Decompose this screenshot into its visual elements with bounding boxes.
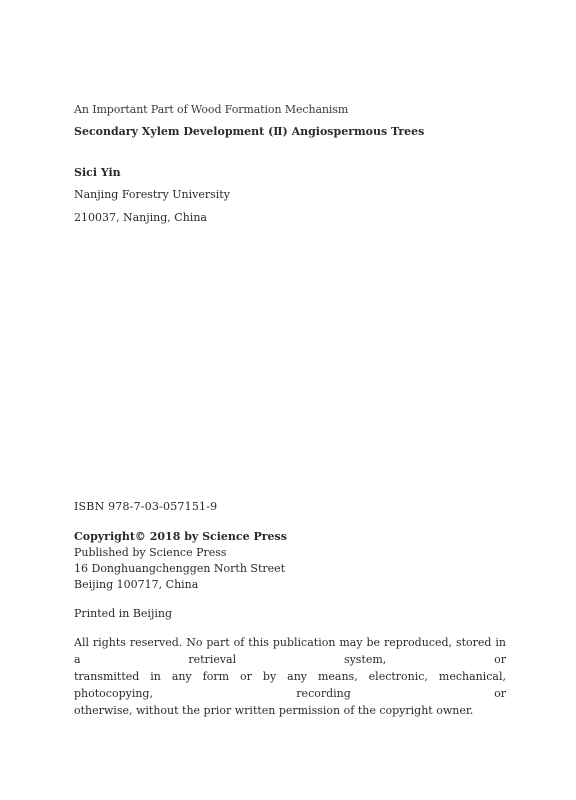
publisher-name: Published by Science Press — [74, 546, 227, 559]
publisher-street: 16 Donghuangchenggen North Street — [74, 562, 286, 575]
isbn: ISBN 978-7-03-057151-9 — [74, 500, 218, 513]
printed-location: Printed in Beijing — [74, 607, 172, 620]
series-title: An Important Part of Wood Formation Mechanism — [74, 103, 349, 116]
book-title: Secondary Xylem Development (Ⅱ) Angiospermous Trees — [74, 125, 425, 138]
author-affiliation: Nanjing Forestry University — [74, 188, 230, 201]
author-name: Sici Yin — [74, 166, 121, 179]
rights-line: All rights reserved. No part of this publication may be reproduced, stored in a retrieval system, or — [74, 636, 506, 666]
rights-statement — [74, 634, 506, 719]
publisher-city: Beijing 100717, China — [74, 578, 199, 591]
rights-line: otherwise, without the prior written permission of the copyright owner. — [74, 704, 474, 717]
copyright-notice: Copyright© 2018 by Science Press — [74, 530, 287, 543]
rights-line: transmitted in any form or by any means, electronic, mechanical, photocopying, recording or — [74, 670, 506, 700]
author-address: 210037, Nanjing, China — [74, 211, 207, 224]
